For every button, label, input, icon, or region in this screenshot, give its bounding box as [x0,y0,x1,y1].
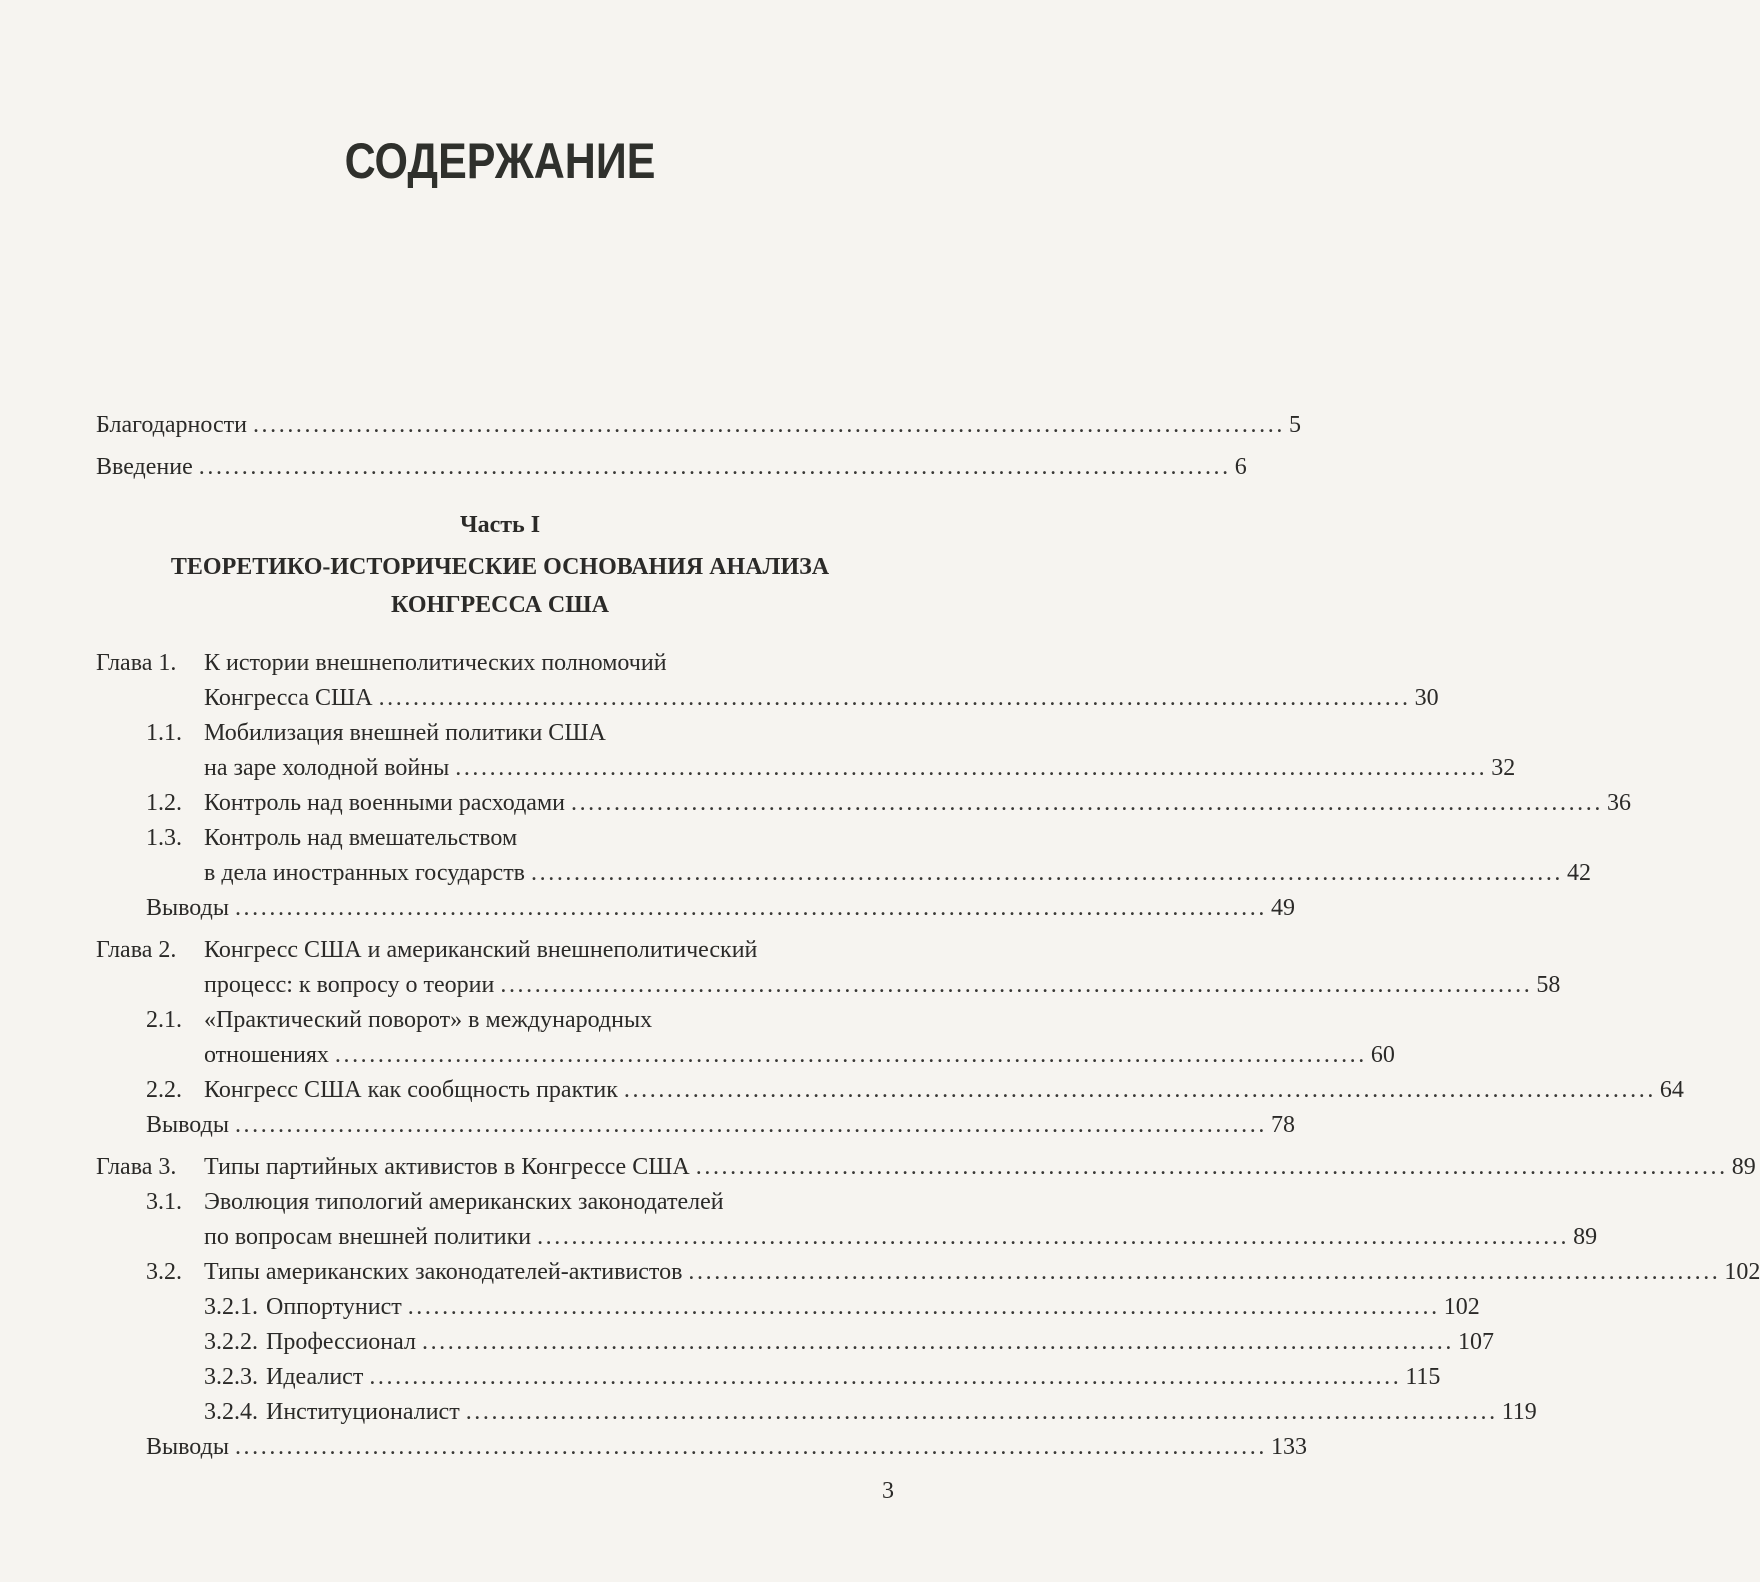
entry-page: 102 [1724,1259,1760,1285]
chapter-number: Глава 2. [96,937,177,963]
entry-page: 32 [1491,755,1516,781]
entry-page: 78 [1270,1112,1295,1138]
leader-dots: ........................................................................................................................ [695,1154,1728,1180]
section-number: 3.2. [146,1259,182,1285]
section-number: 2.1. [146,1007,182,1033]
subsection-number: 3.2.4. [204,1399,258,1425]
leader-dots: ........................................................................................................................ [455,755,1488,781]
entry-page: 107 [1457,1329,1494,1355]
toc-entry-introduction[interactable] [96,450,1247,484]
entry-page: 36 [1606,790,1631,816]
toc-entry-subsection-3-2-2[interactable] [204,1325,1494,1359]
toc-entry-section-3-1[interactable] [204,1220,1598,1254]
page-title: СОДЕРЖАНИЕ [344,133,656,189]
toc-entry-chapter-3[interactable] [204,1150,1756,1184]
entry-page: 58 [1536,972,1561,998]
chapter-number: Глава 1. [96,650,177,676]
leader-dots: ........................................................................................................................ [531,860,1564,886]
section-title-line1[interactable]: Эволюция типологий американских законодателей [204,1189,724,1215]
leader-dots: ........................................................................................................................ [334,1042,1367,1068]
chapter-title-line2: Конгресса США [204,685,373,711]
subsection-title: Идеалист [266,1364,364,1390]
entry-page: 30 [1414,685,1439,711]
chapter-title-line1[interactable]: Конгресс США и американский внешнеполитический [204,937,758,963]
conclusion-title: Выводы [146,895,229,921]
leader-dots: ........................................................................................................................ [465,1399,1498,1425]
page-number: 3 [882,1478,894,1504]
section-title-line1[interactable]: «Практический поворот» в международных [204,1007,653,1033]
section-title: Конгресс США как сообщность практик [204,1077,618,1103]
leader-dots: ........................................................................................................................ [623,1077,1656,1103]
entry-page: 133 [1270,1434,1307,1460]
toc-entry-subsection-3-2-4[interactable] [204,1395,1537,1429]
toc-entry-section-1-1[interactable] [204,751,1516,785]
entry-title: Введение [96,454,193,480]
entry-page: 60 [1370,1042,1395,1068]
toc-entry-section-1-3[interactable] [204,856,1592,890]
leader-dots: ........................................................................................................................ [234,1112,1267,1138]
section-title: Типы американских законодателей-активистов [204,1259,683,1285]
toc-entry-conclusion-3[interactable] [146,1430,1307,1464]
leader-dots: ........................................................................................................................ [252,412,1285,438]
entry-page: 64 [1659,1077,1684,1103]
toc-entry-section-3-2[interactable] [204,1255,1760,1289]
section-title-line2: по вопросам внешней политики [204,1224,532,1250]
conclusion-title: Выводы [146,1112,229,1138]
chapter-number: Глава 3. [96,1154,177,1180]
section-title: Контроль над военными расходами [204,790,565,816]
toc-entry-subsection-3-2-1[interactable] [204,1290,1480,1324]
leader-dots: ........................................................................................................................ [421,1329,1454,1355]
entry-title: Благодарности [96,412,247,438]
entry-page: 89 [1573,1224,1598,1250]
toc-entry-section-2-1[interactable] [204,1038,1395,1072]
leader-dots: ........................................................................................................................ [369,1364,1402,1390]
toc-entry-conclusion-2[interactable] [146,1108,1295,1142]
toc-entry-conclusion-1[interactable] [146,891,1295,925]
part-title-line2: КОНГРЕССА США [391,592,609,618]
section-title-line1[interactable]: Контроль над вмешательством [204,825,518,851]
toc-entry-section-2-2[interactable] [204,1073,1684,1107]
leader-dots: ........................................................................................................................ [688,1259,1721,1285]
chapter-title: Типы партийных активистов в Конгрессе США [204,1154,690,1180]
entry-page: 119 [1501,1399,1537,1425]
leader-dots: ........................................................................................................................ [378,685,1411,711]
entry-page: 6 [1234,454,1247,480]
section-title-line1[interactable]: Мобилизация внешней политики США [204,720,606,746]
entry-page: 102 [1443,1294,1480,1320]
entry-page: 5 [1288,412,1301,438]
leader-dots: ........................................................................................................................ [570,790,1603,816]
part-label: Часть I [459,512,541,538]
section-number: 2.2. [146,1077,182,1103]
section-title-line2: на заре холодной войны [204,755,450,781]
section-number: 3.1. [146,1189,182,1215]
subsection-title: Профессионал [266,1329,416,1355]
entry-page: 49 [1270,895,1295,921]
chapter-title-line1[interactable]: К истории внешнеполитических полномочий [204,650,667,676]
subsection-title: Оппортунист [266,1294,402,1320]
subsection-title: Институционалист [266,1399,460,1425]
toc-entry-section-1-2[interactable] [204,786,1631,820]
subsection-number: 3.2.3. [204,1364,258,1390]
leader-dots: ........................................................................................................................ [407,1294,1440,1320]
leader-dots: ........................................................................................................................ [234,895,1267,921]
entry-page: 42 [1567,860,1592,886]
toc-entry-chapter-2[interactable] [204,968,1561,1002]
section-title-line2: отношениях [204,1042,329,1068]
subsection-number: 3.2.2. [204,1329,258,1355]
toc-entry-chapter-1[interactable] [204,681,1439,715]
leader-dots: ........................................................................................................................ [198,454,1231,480]
toc-entry-acknowledgements[interactable] [96,408,1301,442]
section-number: 1.3. [146,825,182,851]
leader-dots: ........................................................................................................................ [500,972,1533,998]
section-number: 1.2. [146,790,182,816]
subsection-number: 3.2.1. [204,1294,258,1320]
section-title-line2: в дела иностранных государств [204,860,526,886]
toc-entry-subsection-3-2-3[interactable] [204,1360,1441,1394]
entry-page: 89 [1731,1154,1756,1180]
chapter-title-line2: процесс: к вопросу о теории [204,972,495,998]
entry-page: 115 [1405,1364,1441,1390]
conclusion-title: Выводы [146,1434,229,1460]
part-title-line1: ТЕОРЕТИКО-ИСТОРИЧЕСКИЕ ОСНОВАНИЯ АНАЛИЗА [170,554,830,580]
leader-dots: ........................................................................................................................ [537,1224,1570,1250]
leader-dots: ........................................................................................................................ [234,1434,1267,1460]
section-number: 1.1. [146,720,182,746]
